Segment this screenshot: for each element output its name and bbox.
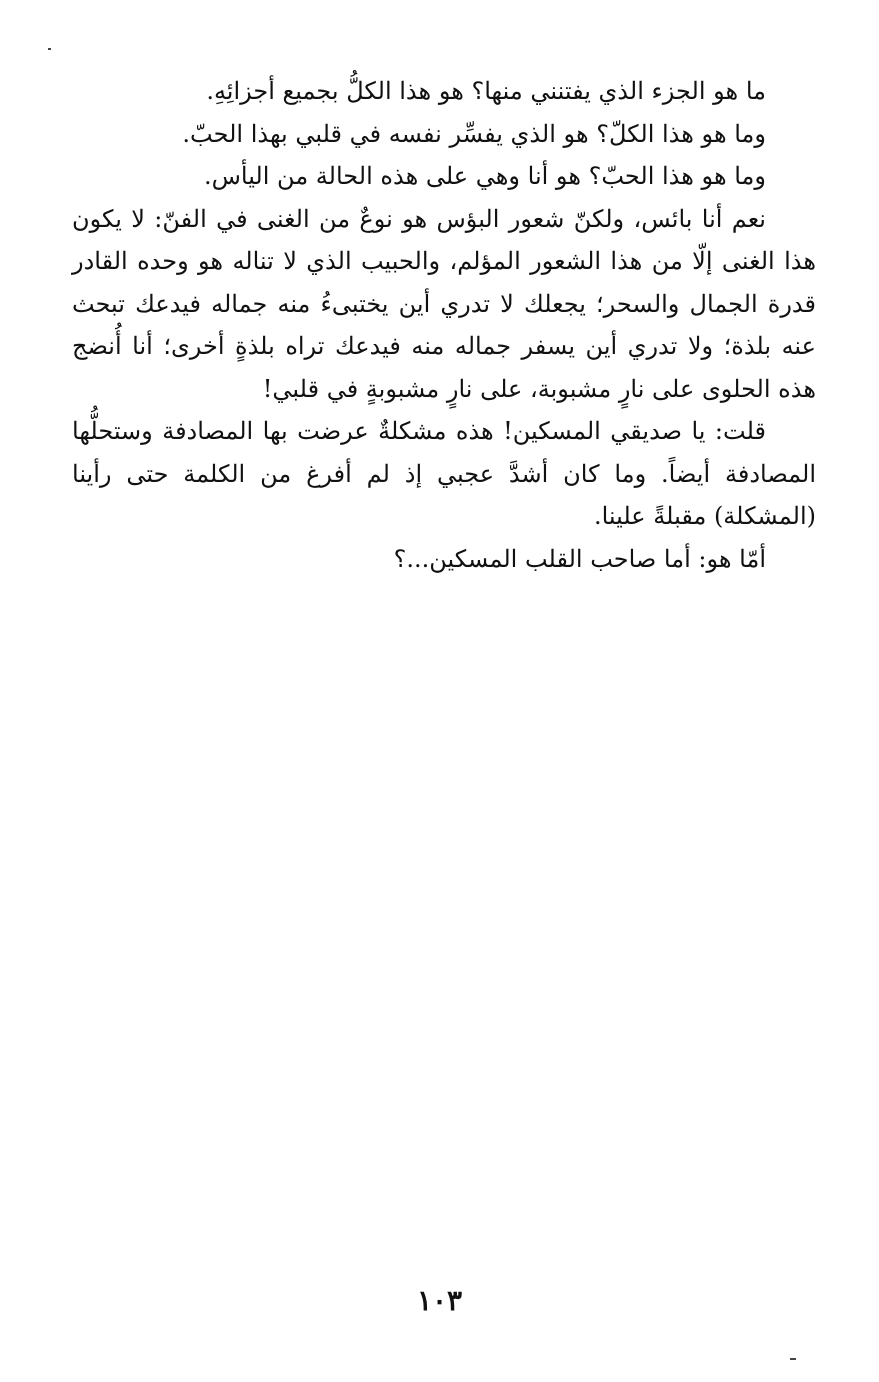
paragraph-6: أمّا هو: أما صاحب القلب المسكين...؟: [393, 544, 766, 573]
scan-speck: [790, 1358, 796, 1360]
paragraph-4: نعم أنا بائس، ولكنّ شعور البؤس هو نوعٌ من الغنى في الفنّ: لا يكون هذا الغنى إلّا من هذا الشعور المؤلم، والحبيب الذي لا تناله هو وحده القادر قدرة الجمال والسحر؛ يجعلك لا تدري أين يختبىءُ منه جماله فيدعك تبحث عنه بلذة؛ ولا تدري أين يسفر جماله منه فيدعك تراه بلذةٍ أخرى؛ أنا أُنضج هذه الحلوى على نارٍ مشبوبة، على نارٍ مشبوبةٍ في قلبي!: [72, 204, 816, 403]
paragraph-5: قلت: يا صديقي المسكين! هذه مشكلةٌ عرضت بها المصادفة وستحلُّها المصادفة أيضاً. وما كان أشدَّ عجبي إذ لم أفرغ من الكلمة حتى رأينا (المشكلة) مقبلةً علينا.: [72, 417, 816, 530]
page-number: ١٠٣: [416, 1284, 463, 1317]
scan-speck: [48, 48, 51, 50]
body-text: [72, 70, 816, 580]
paragraph-1: ما هو الجزء الذي يفتنني منها؟ هو هذا الكلُّ بجميع أجزائِهِ.: [206, 77, 766, 105]
paragraph-2: وما هو هذا الكلّ؟ هو الذي يفسِّر نفسه في قلبي بهذا الحبّ.: [182, 119, 766, 148]
paragraph-3: وما هو هذا الحبّ؟ هو أنا وهي على هذه الحالة من اليأس.: [203, 162, 766, 190]
